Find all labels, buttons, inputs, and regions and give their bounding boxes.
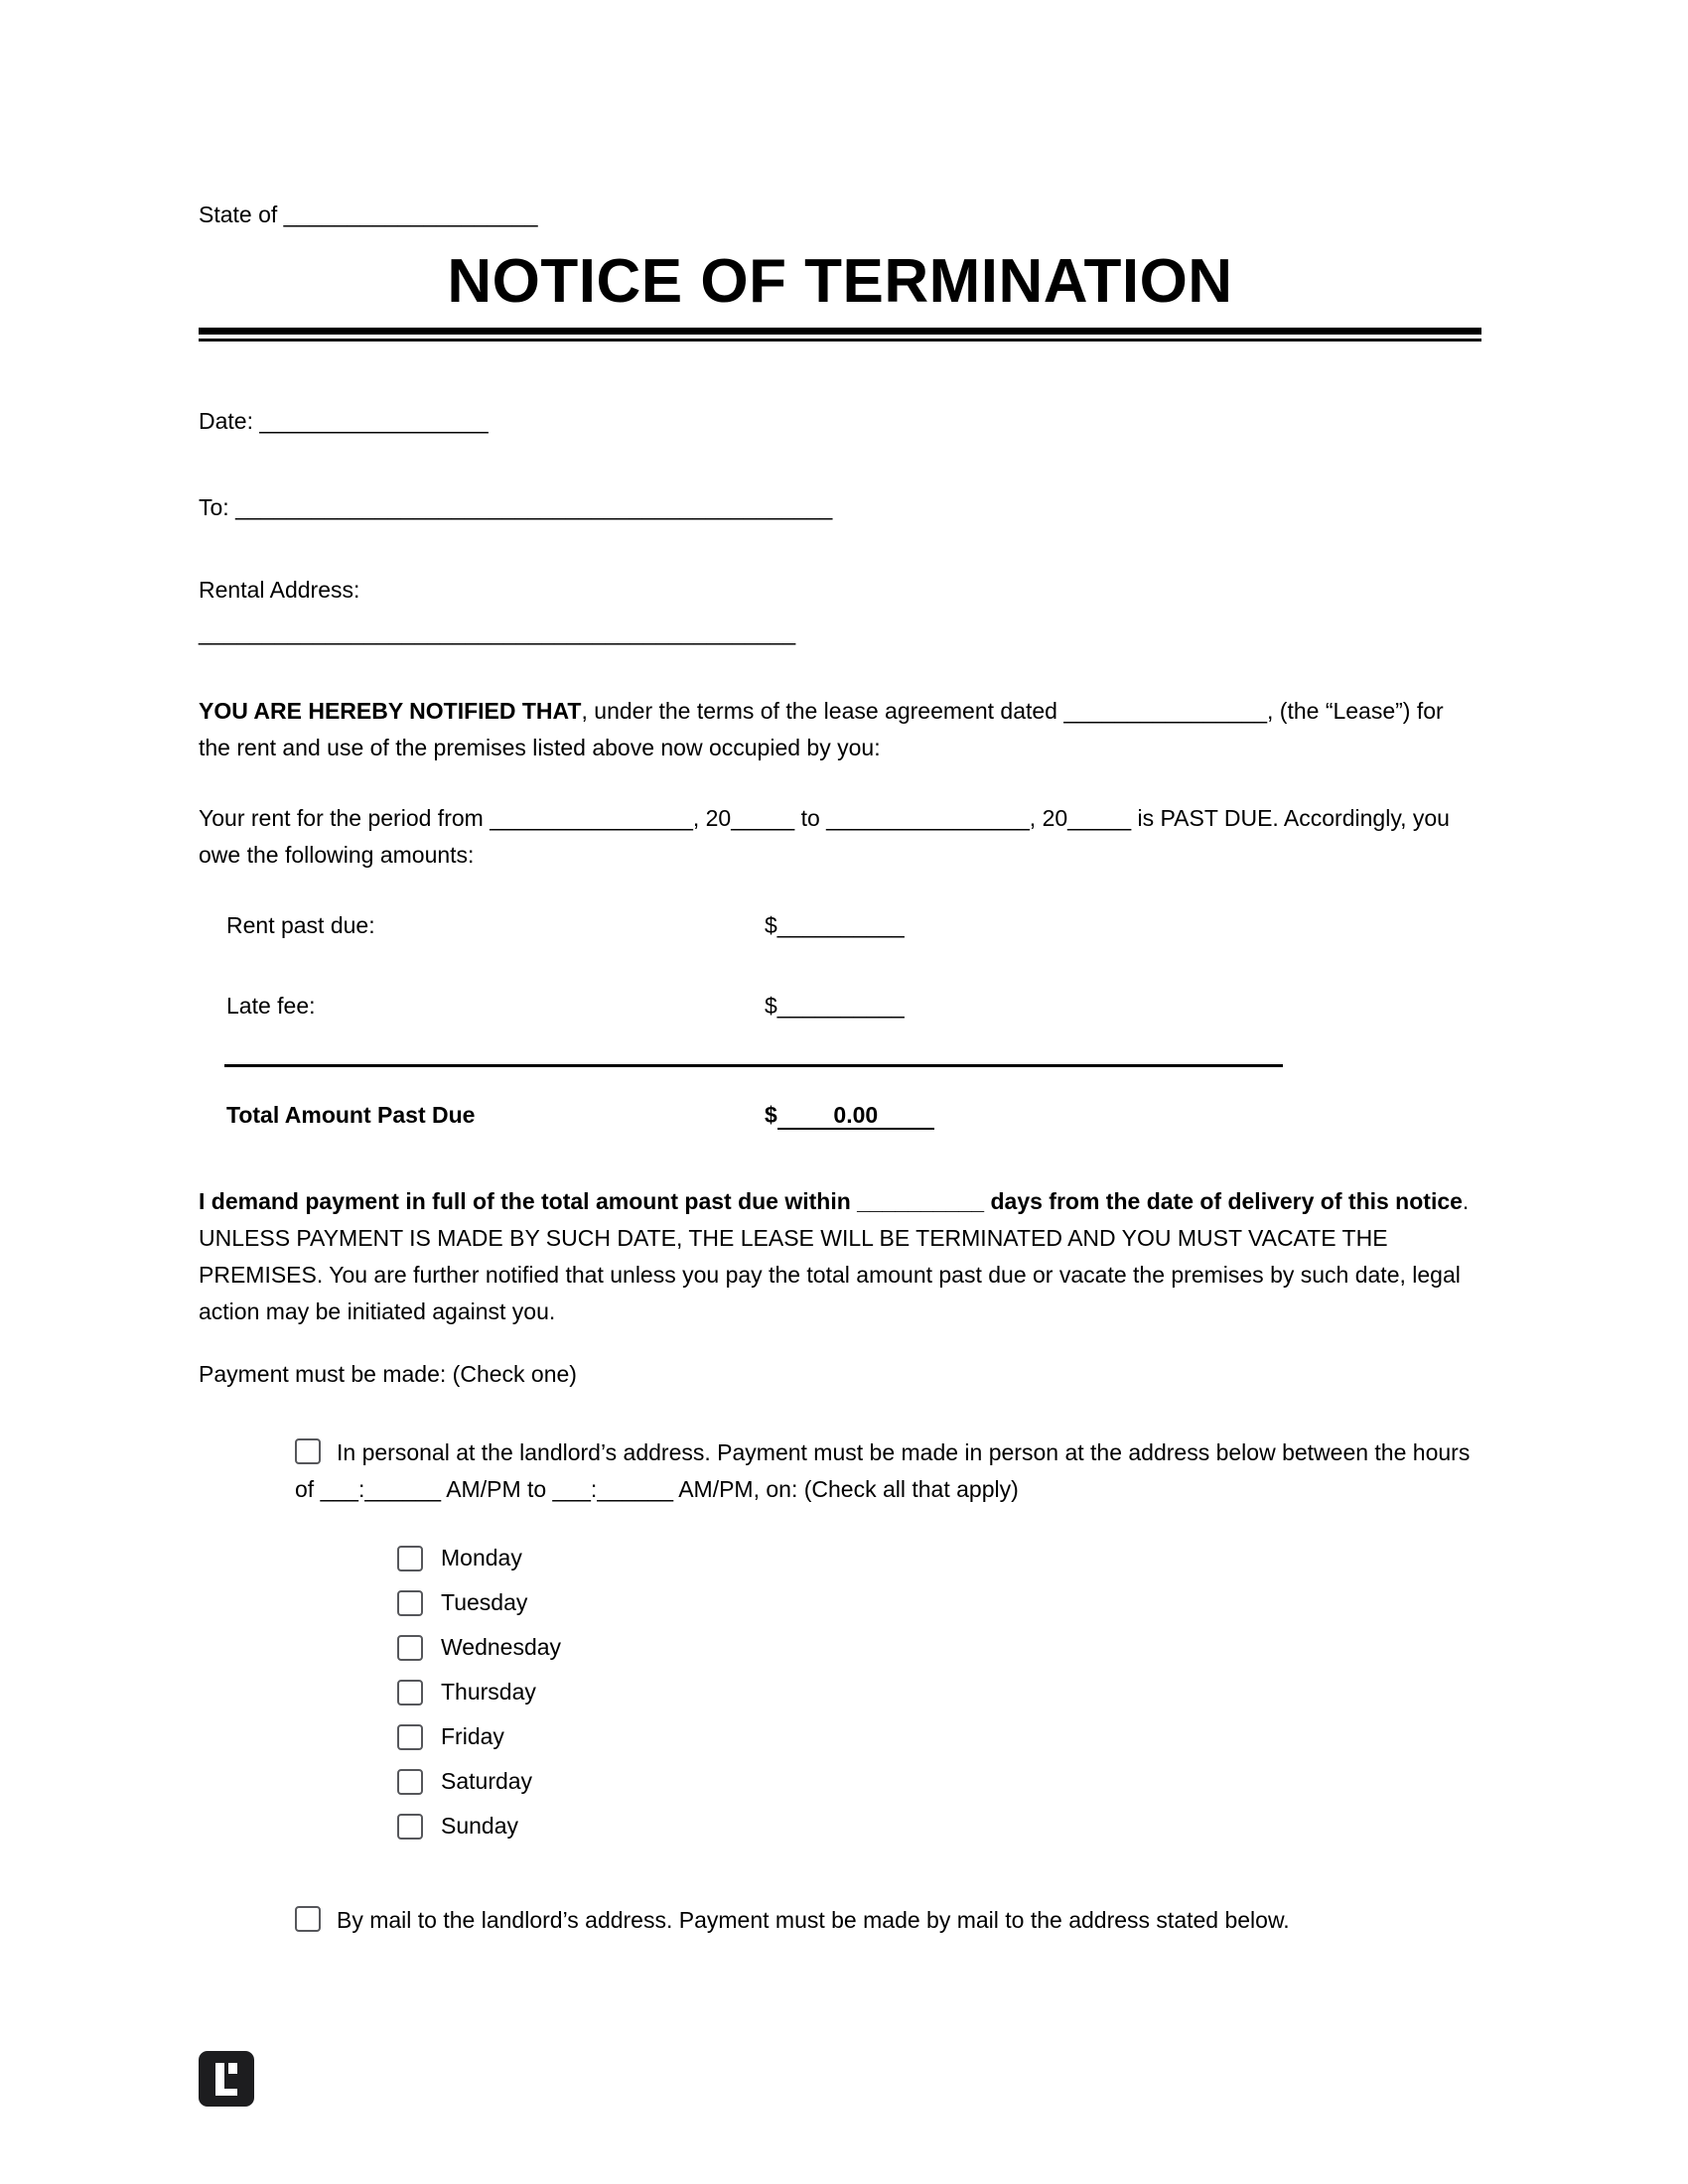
- date-label: Date:: [199, 408, 260, 435]
- demand-paragraph: [199, 1183, 1481, 1330]
- date-blank: __________________: [259, 408, 489, 435]
- page-title: NOTICE OF TERMINATION: [447, 247, 1233, 316]
- friday-checkbox[interactable]: [397, 1724, 423, 1750]
- rent-past-due-row: [226, 907, 1481, 944]
- date-line: [199, 403, 1481, 440]
- amounts-divider: [224, 1064, 1283, 1067]
- by-mail-option-label: By mail to the landlord’s address. Payment must be made by mail to the address stated below.: [337, 1907, 1290, 1934]
- day-row-sunday: [397, 1804, 1481, 1848]
- monday-checkbox[interactable]: [397, 1546, 423, 1571]
- friday-label: Friday: [441, 1723, 504, 1750]
- to-line: [199, 489, 1481, 526]
- late-fee-label: Late fee:: [226, 993, 316, 1020]
- day-row-friday: [397, 1714, 1481, 1759]
- total-amount-blank: 0.00: [777, 1102, 934, 1130]
- total-amount-value: [765, 1097, 934, 1134]
- saturday-checkbox[interactable]: [397, 1769, 423, 1795]
- state-blank: ____________________: [283, 202, 538, 227]
- day-row-thursday: [397, 1670, 1481, 1714]
- sunday-label: Sunday: [441, 1813, 519, 1840]
- wednesday-label: Wednesday: [441, 1634, 562, 1661]
- wednesday-checkbox[interactable]: [397, 1635, 423, 1661]
- in-person-checkbox[interactable]: [295, 1438, 321, 1464]
- legal-templates-logo-icon: [199, 2051, 254, 2107]
- in-person-option: [295, 1434, 1481, 1508]
- notified-paragraph: [199, 693, 1481, 766]
- notified-bold-text: YOU ARE HEREBY NOTIFIED THAT: [199, 698, 582, 725]
- thursday-checkbox[interactable]: [397, 1680, 423, 1706]
- late-fee-row: [226, 988, 1481, 1024]
- monday-label: Monday: [441, 1545, 522, 1571]
- rent-past-due-label: Rent past due:: [226, 912, 375, 939]
- by-mail-checkbox[interactable]: [295, 1906, 321, 1932]
- to-label: To:: [199, 494, 236, 521]
- rental-address-blank: _______________________________________________: [199, 619, 796, 646]
- demand-bold-text: I demand payment in full of the total amount past due within __________ days from the date of delivery of this notice: [199, 1188, 1463, 1215]
- notified-rest-text: , under the terms of the lease agreement dated ________________, (the “Lease”) for the rent and use of the premises listed above now occupied by you:: [199, 698, 1444, 761]
- day-row-saturday: [397, 1759, 1481, 1804]
- state-line: [199, 197, 1481, 233]
- document-content: [199, 197, 1481, 1939]
- saturday-label: Saturday: [441, 1768, 533, 1795]
- by-mail-option: [295, 1902, 1481, 1939]
- demand-rest-text: . UNLESS PAYMENT IS MADE BY SUCH DATE, THE LEASE WILL BE TERMINATED AND YOU MUST VACATE THE PREMISES. You are further notified that unless you pay the total amount past due or vacate the premises by such date, legal action may be initiated against you.: [199, 1188, 1470, 1325]
- total-amount-row: [226, 1097, 1481, 1134]
- rental-address-label: Rental Address:: [199, 577, 360, 604]
- payment-method-line: Payment must be made: (Check one): [199, 1361, 577, 1388]
- day-row-monday: [397, 1536, 1481, 1580]
- weekday-list: [397, 1536, 1481, 1848]
- in-person-option-label: In personal at the landlord’s address. Payment must be made in person at the address below between the hours of ___:______ AM/PM to ___:______ AM/PM, on: (Check all that apply): [295, 1439, 1471, 1503]
- day-row-tuesday: [397, 1580, 1481, 1625]
- total-amount-label: Total Amount Past Due: [226, 1102, 476, 1129]
- tuesday-checkbox[interactable]: [397, 1590, 423, 1616]
- sunday-checkbox[interactable]: [397, 1814, 423, 1840]
- rent-past-due-blank: $__________: [765, 912, 905, 939]
- total-currency-sign: $: [765, 1102, 777, 1129]
- title-divider: [199, 328, 1481, 341]
- day-row-wednesday: [397, 1625, 1481, 1670]
- to-blank: _______________________________________________: [235, 494, 833, 521]
- rent-period-paragraph: Your rent for the period from ________________, 20_____ to ________________, 20_____ is PAST DUE. Accordingly, you owe the following amounts:: [199, 805, 1450, 869]
- tuesday-label: Tuesday: [441, 1589, 528, 1616]
- state-label: State of: [199, 202, 284, 227]
- late-fee-blank: $__________: [765, 993, 905, 1020]
- thursday-label: Thursday: [441, 1679, 536, 1706]
